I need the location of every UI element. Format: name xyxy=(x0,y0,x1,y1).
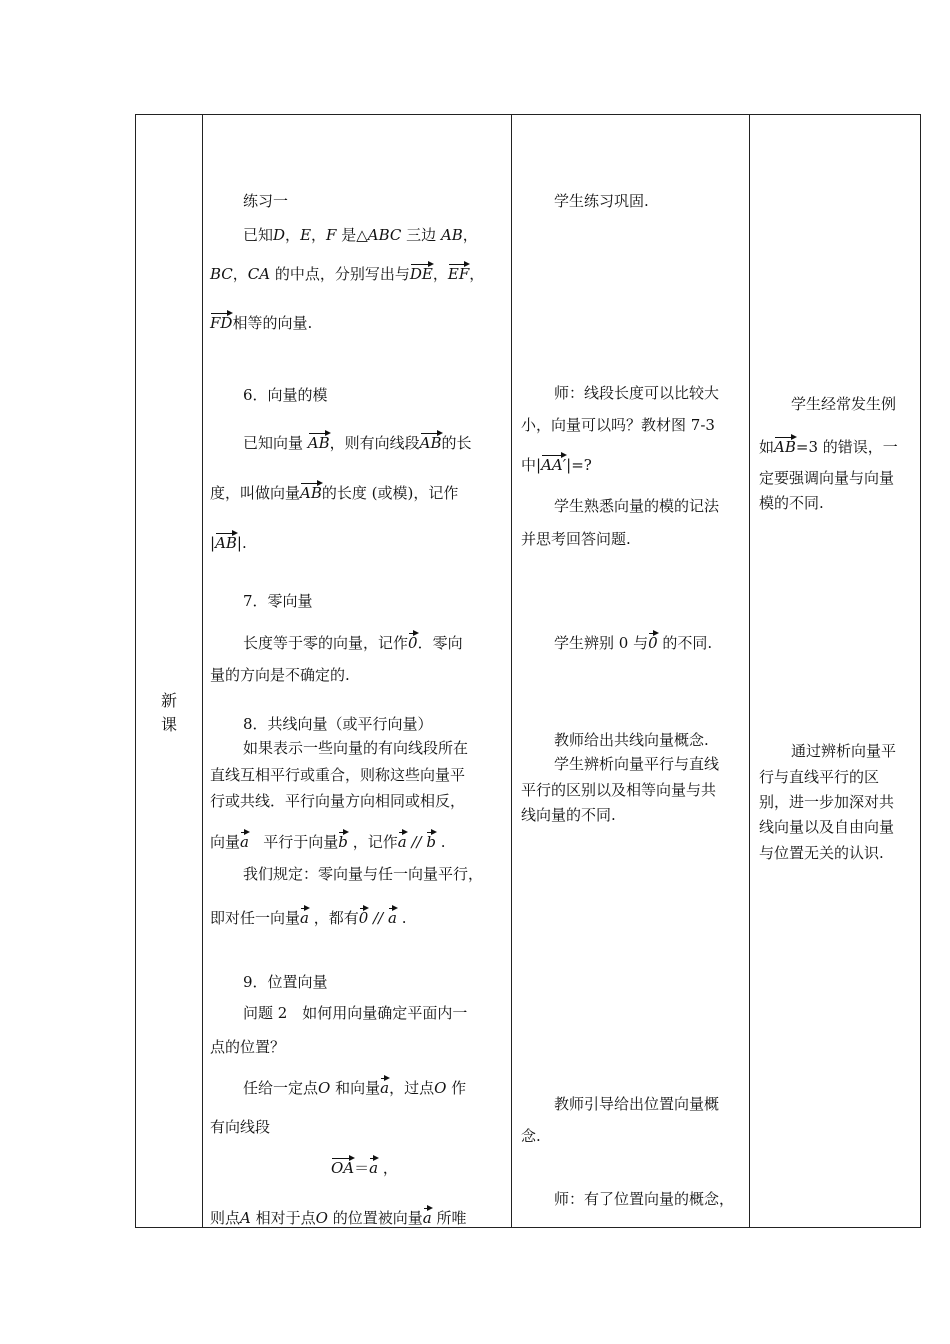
section-9-line: 则点A 相对于点O 的位置被向量a 所唯 xyxy=(210,1205,466,1227)
vector-AB: AB xyxy=(215,530,237,550)
section-6-line: 度，叫做向量AB的长度 (或模)，记作 xyxy=(210,480,458,503)
section-7-line: 量的方向是不确定的. xyxy=(210,666,350,684)
section-6-line: |AB|. xyxy=(210,530,247,553)
section-label xyxy=(136,689,202,737)
section-6-line: 已知向量 AB，则有向线段AB的长 xyxy=(243,430,472,453)
activity-column xyxy=(512,115,749,1227)
section-8-line: 直线互相平行或重合，则称这些向量平 xyxy=(210,766,466,784)
activity-text: 中|AA′|=? xyxy=(521,452,592,475)
activity-text: 小，向量可以吗？教材图 7-3 xyxy=(521,416,715,434)
vector-EF: EF xyxy=(448,261,469,281)
activity-text: 平行的区别以及相等向量与共 xyxy=(521,781,717,799)
section-6-title: 6．向量的模 xyxy=(243,386,328,404)
content-column xyxy=(203,115,511,1227)
purpose-text: 线向量以及自由向量 xyxy=(759,818,895,836)
vector-a: a xyxy=(300,905,309,925)
section-8-title: 8．共线向量（或平行向量） xyxy=(243,715,433,733)
purpose-text: 如AB=3 的错误，一 xyxy=(759,434,898,457)
activity-text: 学生辨析向量平行与直线 xyxy=(554,755,720,773)
vector-OA: OA xyxy=(331,1155,354,1175)
zero-vector: 0 xyxy=(408,630,418,650)
section-7-line: 长度等于零的向量，记作0．零向 xyxy=(243,630,463,653)
vector-a: a xyxy=(240,829,249,849)
vector-DE: DE xyxy=(410,261,433,281)
vector-a: a xyxy=(388,905,397,925)
vector-b: b xyxy=(426,829,436,849)
section-8-line: 如果表示一些向量的有向线段所在 xyxy=(243,739,469,757)
purpose-text: 模的不同. xyxy=(759,494,824,512)
section-9-line: 问题 2 如何用向量确定平面内一 xyxy=(243,1004,468,1022)
purpose-text: 通过辨析向量平 xyxy=(791,742,897,760)
section-9-title: 9．位置向量 xyxy=(243,973,328,991)
section-label-char: 新 xyxy=(160,691,177,710)
purpose-text: 定要强调向量与向量 xyxy=(759,469,895,487)
activity-text: 学生练习巩固. xyxy=(554,192,649,210)
section-8-line: 即对任一向量a ，都有0 // a . xyxy=(210,905,407,928)
purpose-text: 学生经常发生例 xyxy=(791,395,897,413)
exercise-line: 已知D，E，F 是△ABC 三边 AB， xyxy=(243,226,478,244)
section-9-line: 任给一定点O 和向量a，过点O 作 xyxy=(243,1075,466,1098)
position-vector-equation: OA＝a ， xyxy=(331,1155,398,1178)
activity-text: 学生辨别 0 与0 的不同. xyxy=(554,630,712,653)
lesson-table xyxy=(135,114,921,1228)
section-9-line: 有向线段 xyxy=(210,1118,271,1136)
section-8-line: 行或共线．平行向量方向相同或相反， xyxy=(210,792,466,810)
activity-text: 线向量的不同. xyxy=(521,806,616,824)
exercise-line: BC，CA 的中点，分别写出与DE，EF， xyxy=(210,261,484,284)
section-8-line: 我们规定：零向量与任一向量平行， xyxy=(243,865,484,883)
purpose-text: 与位置无关的认识. xyxy=(759,844,884,862)
vector-a: a xyxy=(423,1205,432,1225)
activity-text: 念. xyxy=(521,1127,541,1145)
vector-AB: AB xyxy=(308,430,330,450)
activity-text: 师：线段长度可以比较大 xyxy=(554,384,720,402)
vector-FD: FD xyxy=(210,310,232,330)
purpose-column xyxy=(750,115,920,1227)
purpose-text: 行与直线平行的区 xyxy=(759,768,880,786)
activity-text: 教师给出共线向量概念. xyxy=(554,731,709,749)
section-label-char: 课 xyxy=(160,715,177,734)
activity-text: 并思考回答问题. xyxy=(521,530,631,548)
vector-b: b xyxy=(338,829,348,849)
vector-a: a xyxy=(380,1075,389,1095)
vector-AA-prime: AA′ xyxy=(541,452,566,472)
purpose-text: 别，进一步加深对共 xyxy=(759,793,895,811)
exercise-title: 练习一 xyxy=(243,192,289,210)
vector-AB: AB xyxy=(774,434,796,454)
vector-a: a xyxy=(369,1155,378,1175)
activity-text: 师：有了位置向量的概念， xyxy=(554,1190,735,1208)
section-7-title: 7．零向量 xyxy=(243,592,313,610)
section-8-line: 向量a 平行于向量b ，记作a // b . xyxy=(210,829,446,852)
exercise-line: FD相等的向量. xyxy=(210,310,312,333)
activity-text: 教师引导给出位置向量概 xyxy=(554,1095,720,1113)
activity-text: 学生熟悉向量的模的记法 xyxy=(554,497,720,515)
vector-AB: AB xyxy=(300,480,322,500)
section-9-line: 点的位置？ xyxy=(210,1038,286,1056)
zero-vector: 0 xyxy=(648,630,658,650)
zero-vector: 0 xyxy=(359,905,369,925)
vector-a: a xyxy=(398,829,407,849)
vector-AB: AB xyxy=(420,430,442,450)
